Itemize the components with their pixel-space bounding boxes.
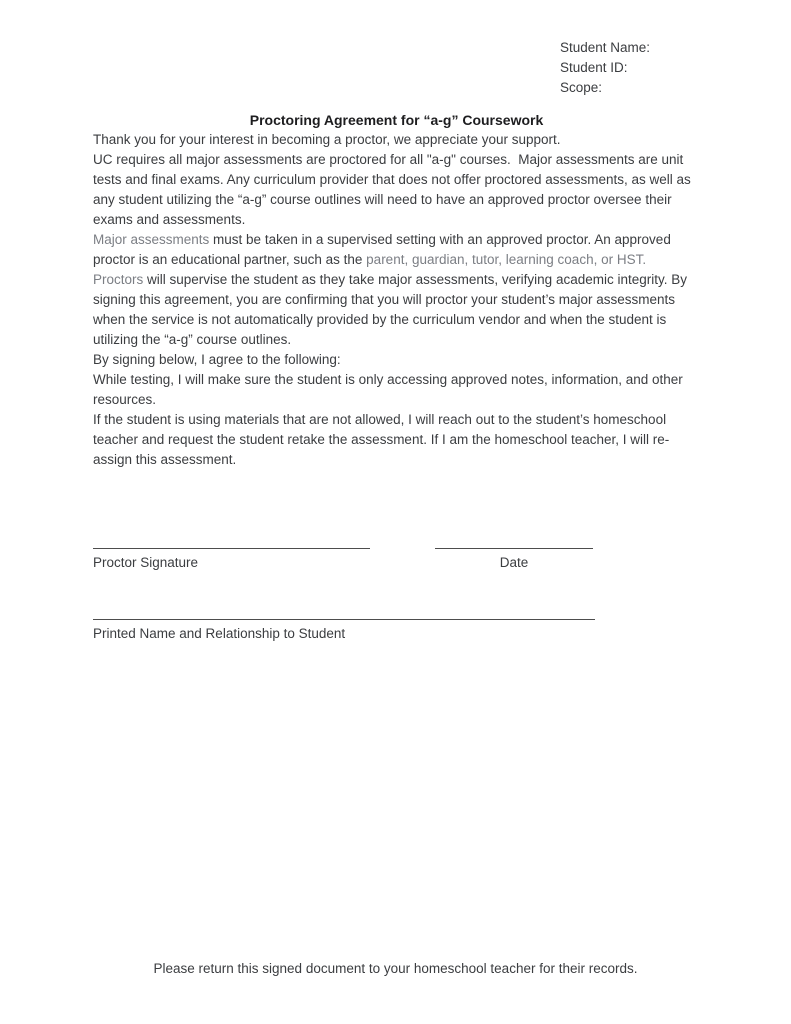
proctor-details-paragraph: [93, 230, 700, 350]
proctor-signature-field: [93, 548, 370, 573]
signature-section: [93, 548, 700, 644]
footer-note: Please return this signed document to your homeschool teacher for their records.: [153, 961, 638, 976]
agreement-item-testing: While testing, I will make sure the student is only accessing approved notes, information, and other resources.: [93, 372, 687, 407]
proctor-details-gray-segment-1: Major assessments: [93, 232, 210, 247]
scope-label: Scope:: [560, 80, 603, 95]
proctor-signature-line: [93, 548, 370, 549]
student-info-block: [560, 38, 700, 98]
document-title: Proctoring Agreement for “a-g” Coursework: [249, 112, 544, 128]
printed-name-label: Printed Name and Relationship to Student: [93, 626, 346, 641]
date-field: [435, 548, 593, 573]
student-name-label: Student Name:: [560, 40, 651, 55]
student-id-label: Student ID:: [560, 60, 628, 75]
signature-row: [93, 548, 700, 573]
date-line: [435, 548, 593, 549]
date-label: Date: [499, 555, 529, 570]
intro-paragraph: Thank you for your interest in becoming a proctor, we appreciate your support.: [93, 132, 561, 147]
proctor-signature-label: Proctor Signature: [93, 555, 199, 570]
proctor-details-dark-segment-2: will supervise the student as they take major assessments, verifying academic integrity. By signing this agreement, you are confirming that you will proctor your student’s major assessments when the service is not automatically provided by the curriculum vendor and when the student is utilizing the “a-g” course outlines.: [93, 272, 691, 347]
printed-name-field: [93, 619, 595, 644]
agreement-item-materials: If the student is using materials that are not allowed, I will reach out to the student’s homeschool teacher and request the student retake the assessment. If I am the homeschool teacher, I will re-assign this assessment.: [93, 412, 670, 467]
proctor-details-gray-segment-2: parent, guardian, tutor, learning coach, or HST. Proctors: [93, 252, 650, 287]
proctor-details-dark-segment-1: must be taken in a supervised setting with an approved proctor. An approved proctor is an educational partner, such as the: [93, 232, 675, 267]
printed-name-line: [93, 619, 595, 620]
uc-requirements-paragraph: UC requires all major assessments are proctored for all "a-g" courses. Major assessments are unit tests and final exams. Any curriculum provider that does not offer proctored assessments, as well as any student utilizing the “a-g” course outlines will need to have an approved proctor oversee their exams and assessments.: [93, 152, 695, 227]
agreement-lead: By signing below, I agree to the following:: [93, 352, 341, 367]
